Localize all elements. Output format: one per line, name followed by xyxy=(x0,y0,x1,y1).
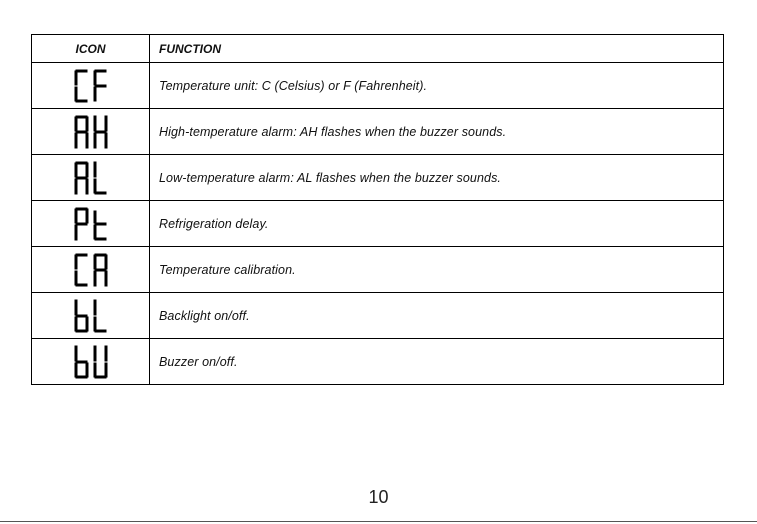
function-cell: High-temperature alarm: AH flashes when the buzzer sounds. xyxy=(150,109,724,155)
function-cell: Refrigeration delay. xyxy=(150,201,724,247)
icon-cell xyxy=(32,109,150,155)
bu-display-icon xyxy=(74,344,108,380)
icon-function-table xyxy=(31,34,724,385)
pt-display-icon xyxy=(74,206,108,242)
icon-cell xyxy=(32,63,150,109)
cf-display-icon xyxy=(74,68,108,104)
function-cell: Temperature calibration. xyxy=(150,247,724,293)
icon-cell xyxy=(32,201,150,247)
table-row xyxy=(32,63,724,109)
bottom-divider xyxy=(0,521,757,522)
function-cell: Low-temperature alarm: AL flashes when the buzzer sounds. xyxy=(150,155,724,201)
function-cell: Temperature unit: C (Celsius) or F (Fahrenheit). xyxy=(150,63,724,109)
table-row xyxy=(32,155,724,201)
page-number: 10 xyxy=(368,487,389,507)
icon-cell xyxy=(32,155,150,201)
table-row xyxy=(32,339,724,385)
icon-cell xyxy=(32,247,150,293)
table-header-row xyxy=(32,35,724,63)
icon-cell xyxy=(32,293,150,339)
function-cell: Buzzer on/off. xyxy=(150,339,724,385)
ah-display-icon xyxy=(74,114,108,150)
icon-column-header: ICON xyxy=(32,35,150,63)
al-display-icon xyxy=(74,160,108,196)
table-row xyxy=(32,201,724,247)
table-row xyxy=(32,247,724,293)
bl-display-icon xyxy=(74,298,108,334)
table-body xyxy=(32,63,724,385)
icon-cell xyxy=(32,339,150,385)
table-row xyxy=(32,109,724,155)
function-column-header: FUNCTION xyxy=(150,35,724,63)
ca-display-icon xyxy=(74,252,108,288)
table-row xyxy=(32,293,724,339)
function-cell: Backlight on/off. xyxy=(150,293,724,339)
